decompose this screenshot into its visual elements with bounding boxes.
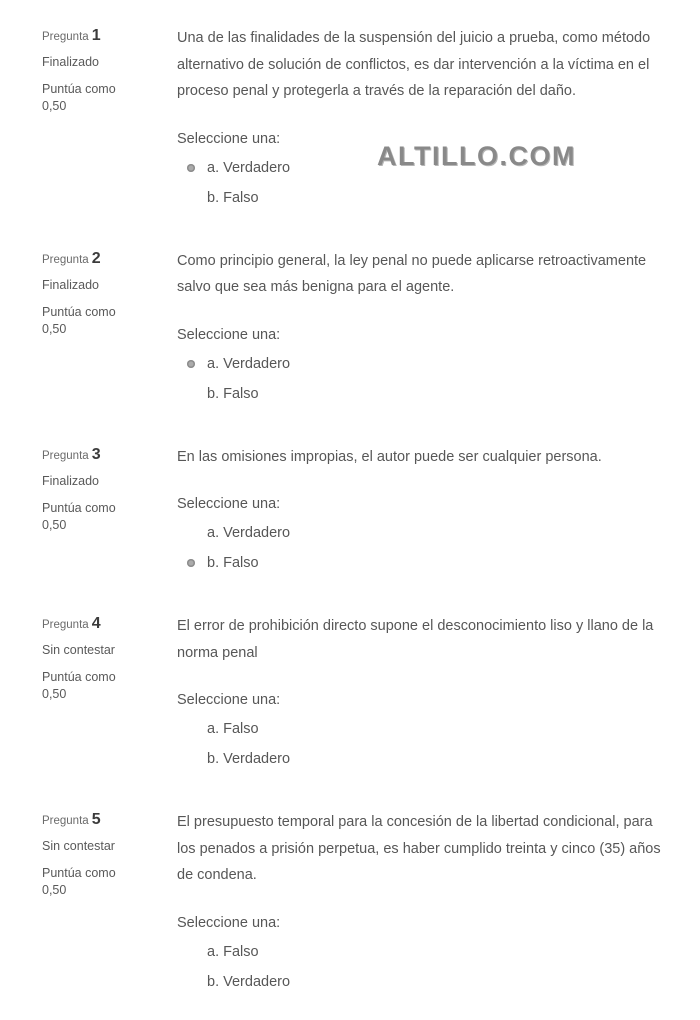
altillo-watermark: ALTILLO.COM xyxy=(377,141,576,171)
answer-option[interactable] xyxy=(177,188,663,208)
grade-value: 0,50 xyxy=(42,321,67,336)
question-prefix: Pregunta xyxy=(42,31,89,43)
question-info-panel xyxy=(42,809,177,992)
grade-value: 0,50 xyxy=(42,883,67,897)
question-body xyxy=(177,248,663,404)
question-number: 3 xyxy=(91,445,101,463)
grade-value: 0,50 xyxy=(42,99,67,113)
question-info-panel xyxy=(42,444,177,574)
answer-prompt: Seleccione una: xyxy=(177,130,281,147)
radio-button-icon[interactable] xyxy=(187,360,195,368)
question-prefix: Pregunta xyxy=(42,253,89,266)
question-grade xyxy=(42,500,177,534)
question-grade xyxy=(42,865,177,899)
grade-label: Puntúa como xyxy=(42,500,116,515)
answer-option[interactable] xyxy=(177,384,663,404)
question-prefix: Pregunta xyxy=(42,815,89,827)
answer-option-label: a. Verdadero xyxy=(207,525,291,541)
question-text: El error de prohibición directo supone el desconocimiento liso y llano de la norma penal xyxy=(177,618,654,661)
question-number: 4 xyxy=(91,615,101,632)
question-status: Finalizado xyxy=(42,277,99,292)
grade-label: Puntúa como xyxy=(42,82,116,96)
question-number-label xyxy=(42,615,177,633)
grade-label: Puntúa como xyxy=(42,866,116,880)
question-number: 1 xyxy=(91,27,101,44)
question-text: El presupuesto temporal para la concesión de la libertad condicional, para los penados a prisión perpetua, es haber cumplido treinta y cinco (35) años de condena. xyxy=(177,814,661,883)
question-block xyxy=(42,444,700,574)
question-number-label xyxy=(42,811,177,829)
answer-option[interactable] xyxy=(177,553,663,573)
question-status: Sin contestar xyxy=(42,839,115,853)
question-number-label xyxy=(42,27,177,45)
question-prefix: Pregunta xyxy=(42,449,89,462)
question-number: 5 xyxy=(91,811,101,828)
answer-option-label: b. Falso xyxy=(207,189,259,206)
question-grade xyxy=(42,81,177,115)
question-number: 2 xyxy=(91,249,101,267)
question-body xyxy=(177,444,663,574)
questions-list xyxy=(0,25,700,992)
answer-option[interactable] xyxy=(177,523,663,543)
answer-option-label: a. Verdadero xyxy=(207,159,291,176)
question-block xyxy=(42,248,700,404)
question-body xyxy=(177,25,663,208)
answer-option[interactable] xyxy=(177,749,663,769)
question-number-label xyxy=(42,446,177,464)
question-status: Finalizado xyxy=(42,473,99,488)
question-grade xyxy=(42,669,177,703)
answer-prompt: Seleccione una: xyxy=(177,914,281,931)
answer-option-label: b. Falso xyxy=(207,385,259,402)
answer-options xyxy=(177,354,663,404)
answer-option-label: b. Verdadero xyxy=(207,751,291,767)
question-number-label xyxy=(42,250,177,268)
question-info-panel xyxy=(42,613,177,769)
answer-prompt: Seleccione una: xyxy=(177,692,281,708)
radio-button-icon[interactable] xyxy=(187,559,195,567)
answer-option-label: a. Falso xyxy=(207,943,259,960)
question-text: Una de las finalidades de la suspensión del juicio a prueba, como método alternativo de solución de conflictos, es dar intervención a la víctima en el proceso penal y protegerla a través de la reparación del daño. xyxy=(177,30,651,99)
question-body xyxy=(177,809,663,992)
answer-option[interactable] xyxy=(177,942,663,962)
answer-prompt: Seleccione una: xyxy=(177,496,281,512)
question-status: Finalizado xyxy=(42,55,99,69)
answer-option[interactable] xyxy=(177,972,663,992)
grade-label: Puntúa como xyxy=(42,670,116,684)
question-info-panel xyxy=(42,25,177,208)
radio-button-icon[interactable] xyxy=(187,164,195,172)
question-info-panel xyxy=(42,248,177,404)
question-prefix: Pregunta xyxy=(42,619,89,631)
question-body xyxy=(177,613,663,769)
answer-option[interactable] xyxy=(177,354,663,374)
answer-option-label: a. Falso xyxy=(207,721,259,737)
question-text: En las omisiones impropias, el autor puede ser cualquier persona. xyxy=(177,448,602,465)
answer-options xyxy=(177,719,663,769)
grade-value: 0,50 xyxy=(42,517,67,532)
grade-value: 0,50 xyxy=(42,687,67,701)
question-block xyxy=(42,809,700,992)
question-block xyxy=(42,25,700,208)
answer-option-label: b. Falso xyxy=(207,555,259,571)
answer-option[interactable] xyxy=(177,719,663,739)
answer-options xyxy=(177,942,663,992)
answer-prompt: Seleccione una: xyxy=(177,326,281,343)
question-status: Sin contestar xyxy=(42,643,115,657)
question-text: Como principio general, la ley penal no puede aplicarse retroactivamente salvo que sea más benigna para el agente. xyxy=(177,252,647,295)
answer-option-label: b. Verdadero xyxy=(207,973,291,990)
answer-option-label: a. Verdadero xyxy=(207,355,291,372)
grade-label: Puntúa como xyxy=(42,304,116,319)
question-grade xyxy=(42,304,177,338)
answer-options xyxy=(177,523,663,573)
question-block xyxy=(42,613,700,769)
